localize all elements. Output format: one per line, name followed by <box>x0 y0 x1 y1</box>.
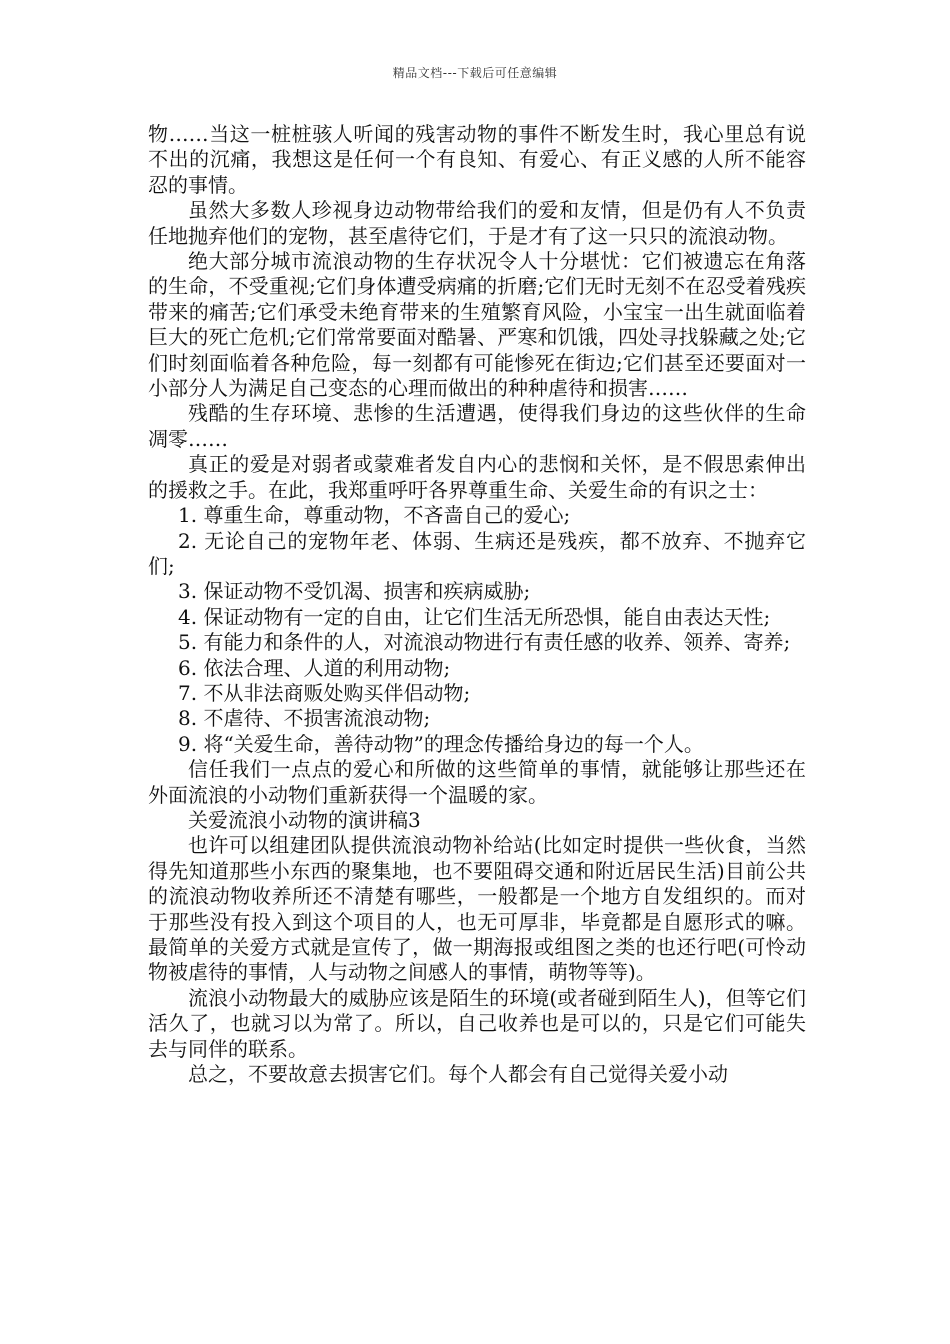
list-item: 5. 有能力和条件的人，对流浪动物进行有责任感的收养、领养、寄养; <box>178 630 791 655</box>
paragraph: 物……当这一桩桩骇人听闻的残害动物的事件不断发生时，我心里总有说不出的沉痛，我想这是任何一个有良知、有爱心、有正义感的人所不能容忍的事情。 <box>148 122 806 197</box>
list-item: 9. 将“关爱生命，善待动物”的理念传播给身边的每一个人。 <box>178 731 704 756</box>
paragraph: 信任我们一点点的爱心和所做的这些简单的事情，就能够让那些还在外面流浪的小动物们重新获得一个温暖的家。 <box>148 757 806 807</box>
paragraph: 虽然大多数人珍视身边动物带给我们的爱和友情，但是仍有人不负责任地抛弃他们的宠物，甚至虐待它们，于是才有了这一只只的流浪动物。 <box>148 198 806 248</box>
paragraph: 绝大部分城市流浪动物的生存状况令人十分堪忧：它们被遗忘在角落的生命，不受重视;它们身体遭受病痛的折磨;它们无时无刻不在忍受着残疾带来的痛苦;它们承受未绝育带来的生殖繁育风险，小宝宝一出生就面临着巨大的死亡危机;它们常常要面对酷暑、严寒和饥饿，四处寻找躲藏之处;它们时刻面临着各种危险，每一刻都有可能惨死在街边;它们甚至还要面对一小部分人为满足自己变态的心理而做出的种种虐待和损害…… <box>148 249 806 401</box>
paragraph: 也许可以组建团队提供流浪动物补给站(比如定时提供一些伙食，当然得先知道那些小东西的聚集地，也不要阻碍交通和附近居民生活)目前公共的流浪动物收养所还不清楚有哪些，一般都是一个地方自发组织的。而对于那些没有投入到这个项目的人，也无可厚非，毕竟都是自愿形式的嘛。最简单的关爱方式就是宣传了，做一期海报或组图之类的也还行吧(可怜动物被虐待的事情，人与动物之间感人的事情，萌物等等)。 <box>148 833 806 985</box>
section-heading: 关爱流浪小动物的演讲稿3 <box>188 807 421 832</box>
list-item: 3. 保证动物不受饥渴、损害和疾病威胁; <box>178 579 531 604</box>
paragraph: 真正的爱是对弱者或蒙难者发自内心的悲悯和关怀，是不假思索伸出的援救之手。在此，我郑重呼吁各界尊重生命、关爱生命的有识之士： <box>148 452 806 502</box>
list-item: 4. 保证动物有一定的自由，让它们生活无所恐惧，能自由表达天性; <box>178 604 771 629</box>
list-item: 7. 不从非法商贩处购买伴侣动物; <box>178 680 471 705</box>
list-item: 1. 尊重生命，尊重动物，不吝啬自己的爱心; <box>178 503 571 528</box>
paragraph: 总之，不要故意去损害它们。每个人都会有自己觉得关爱小动 <box>188 1062 728 1087</box>
paragraph: 残酷的生存环境、悲惨的生活遭遇，使得我们身边的这些伙伴的生命凋零…… <box>148 401 806 451</box>
document-body <box>148 122 806 1087</box>
page-header: 精品文档---下载后可任意编辑 <box>392 66 558 80</box>
list-item: 2. 无论自己的宠物年老、体弱、生病还是残疾，都不放弃、不抛弃它们; <box>148 528 806 578</box>
paragraph: 流浪小动物最大的威胁应该是陌生的环境(或者碰到陌生人)，但等它们活久了，也就习以为常了。所以，自己收养也是可以的，只是它们可能失去与同伴的联系。 <box>148 985 806 1061</box>
list-item: 8. 不虐待、不损害流浪动物; <box>178 706 431 731</box>
list-item: 6. 依法合理、人道的利用动物; <box>178 655 451 680</box>
